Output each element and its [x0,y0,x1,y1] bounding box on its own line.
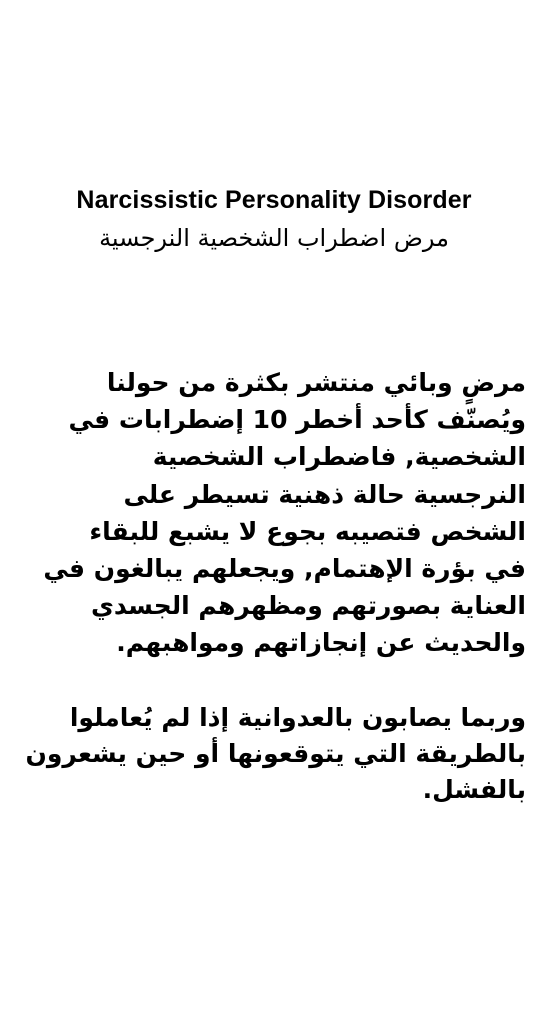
paragraph-line: ويُصنّف كأحد أخطر 10 إضطرابات في [68,405,526,435]
title-english: Narcissistic Personality Disorder [76,186,472,214]
paragraph-line: في بؤرة الإهتمام, ويجعلهم يبالغون في [43,554,526,584]
paragraph-line: والحديث عن إنجازاتهم ومواهبهم. [116,628,526,658]
paragraph-line: العناية بصورتهم ومظهرهم الجسدي [90,591,526,621]
paragraph-line: وربما يصابون بالعدوانية إذا لم يُعاملوا [69,703,526,732]
paragraph-line: مرضٍ وبائي منتشر بكثرة من حولنا [106,368,526,397]
paragraph-line: بالطريقة التي يتوقعونها أو حين يشعرون [25,739,526,768]
paragraph-line: الشخص فتصيبه بجوع لا يشبع للبقاء [89,516,526,546]
paragraph-1 [22,364,526,662]
paragraph-2 [22,700,526,808]
paragraph-line: بالفشل. [422,775,526,804]
paragraph-line: النرجسية حالة ذهنية تسيطر على [123,479,526,509]
title-arabic: مرض اضطراب الشخصية النرجسية [99,224,449,252]
paragraph-line: الشخصية, فاضطراب الشخصية [152,442,526,472]
